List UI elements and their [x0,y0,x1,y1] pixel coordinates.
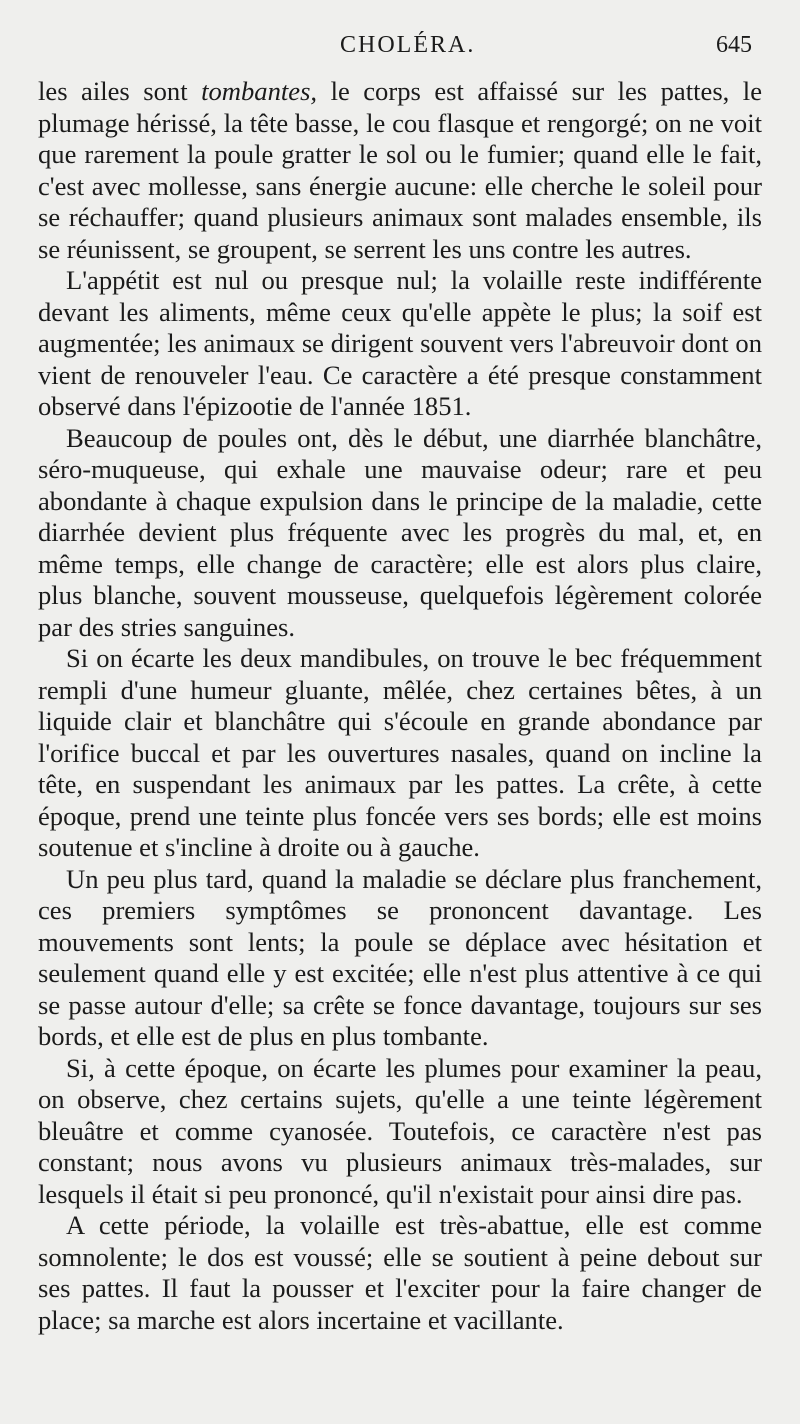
paragraph-skin: Si, à cette époque, on écarte les plumes pour examiner la peau, on observe, chez certains sujets, qu'elle a une teinte légèrement bleuâtre et comme cyanosée. Toutefois, ce caractère n'est pas constant; nous avons vu plusieurs animaux très-malades, sur lesquels il était si peu prononcé, qu'il n'existait pour ainsi dire pas. [38,1052,762,1209]
paragraph-final-period: A cette période, la volaille est très-abattue, elle est comme somnolente; le dos est voussé; elle se soutient à peine debout sur ses pattes. Il faut la pousser et l'exciter pour la faire changer de place; sa marche est alors incertaine et vacillante. [38,1210,762,1335]
page-number: 645 [716,32,752,58]
italic-word: tombantes, [201,76,318,106]
page-body [38,76,762,1336]
paragraph-appetite: L'appétit est nul ou presque nul; la volaille reste indifférente devant les aliments, même ceux qu'elle appète le plus; la soif est augmentée; les animaux se dirigent souvent vers l'abreuvoir dont on vient de renouveler l'eau. Ce caractère a été presque constamment observé dans l'épizootie de l'année 1851. [38,265,762,421]
running-title: CHOLÉRA. [340,32,476,58]
paragraph-text-end: le corps est affaissé sur les pattes, le plumage hérissé, la tête basse, le cou flasque et rengorgé; on ne voit que rarement la poule gratter le sol ou le fumier; quand elle le fait, c'est avec mollesse, sans énergie aucune: elle cherche le soleil pour se réchauffer; quand plusieurs animaux sont malades ensemble, ils se réunissent, se groupent, se serrent les uns contre les autres. [38,76,762,264]
paragraph-diarrhea: Beaucoup de poules ont, dès le début, une diarrhée blanchâtre, séro-muqueuse, qui exhale une mauvaise odeur; rare et peu abondante à chaque expulsion dans le principe de la maladie, cette diarrhée devient plus fréquente avec les progrès du mal, et, en même temps, elle change de caractère; elle est alors plus claire, plus blanche, souvent mousseuse, quelquefois légèrement colorée par des stries sanguines. [38,422,762,642]
paragraph-text-start: les ailes sont [38,76,202,106]
page-header [0,28,800,64]
paragraph-later-stage: Un peu plus tard, quand la maladie se déclare plus franchement, ces premiers symptômes se prononcent davantage. Les mouvements sont lents; la poule se déplace avec hésitation et seulement quand elle y est excitée; elle n'est plus attentive à ce qui se passe autour d'elle; sa crête se fonce davantage, toujours sur ses bords, et elle est de plus en plus tombante. [38,863,762,1051]
paragraph-continued [38,76,762,265]
paragraph-beak: Si on écarte les deux mandibules, on trouve le bec fréquemment rempli d'une humeur gluante, mêlée, chez certaines bêtes, à un liquide clair et blanchâtre qui s'écoule en grande abondance par l'orifice buccal et par les ouvertures nasales, quand on incline la tête, en suspendant les animaux par les pattes. La crête, à cette époque, prend une teinte plus foncée vers ses bords; elle est moins soutenue et s'incline à droite ou à gauche. [38,643,762,862]
